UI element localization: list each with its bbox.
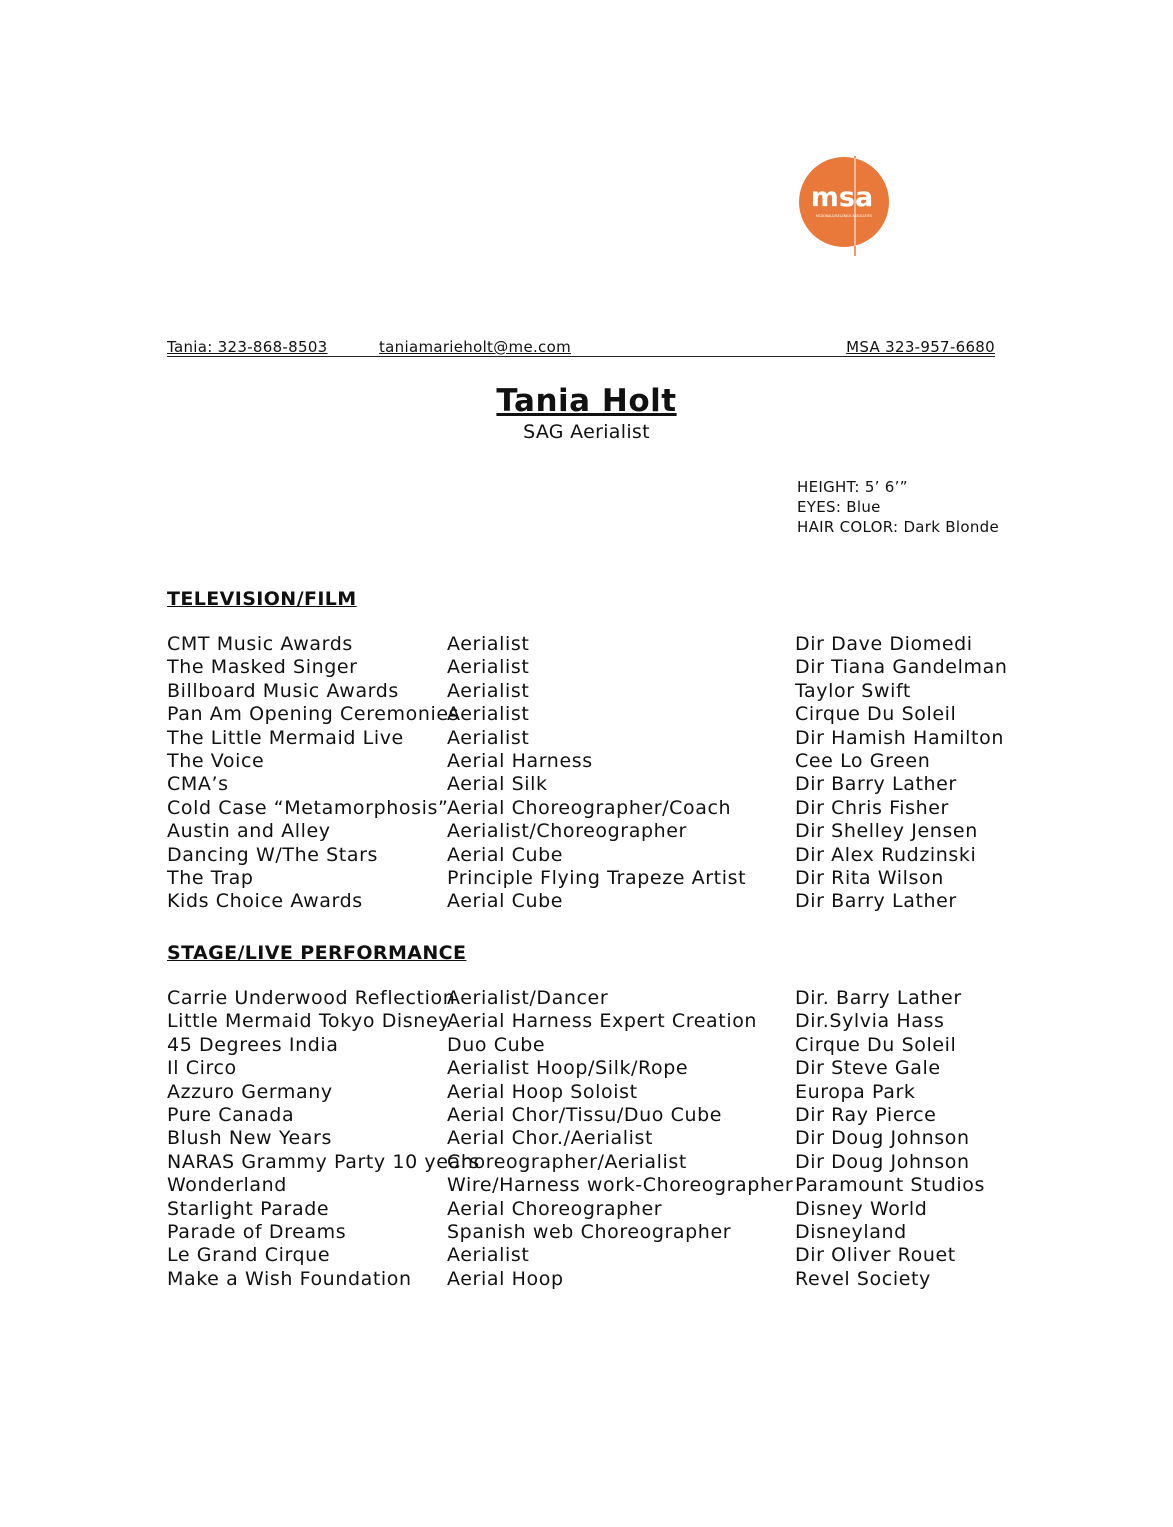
credit-title: Wonderland (167, 1174, 287, 1197)
credit-row (167, 1174, 1007, 1197)
credit-role: Aerial Cube (447, 843, 564, 866)
credit-row (167, 727, 1007, 750)
credit-role: Aerial Harness Expert Creation (447, 1010, 758, 1033)
credit-row (167, 1221, 1007, 1244)
credit-role: Aerialist (447, 726, 530, 749)
stat-eyes: EYES: Blue (797, 498, 881, 516)
credit-director: Dir Barry Lather (795, 773, 957, 796)
credit-row (167, 1057, 1007, 1080)
credit-row (167, 1081, 1007, 1104)
credit-director: Dir Hamish Hamilton (795, 726, 1004, 749)
credit-role: Aerialist (447, 679, 530, 702)
credit-row (167, 987, 1007, 1010)
credit-row (167, 1010, 1007, 1033)
credit-director: Revel Society (795, 1267, 931, 1290)
contact-email[interactable]: taniamarieholt@me.com (379, 338, 571, 356)
credit-row (167, 844, 1007, 867)
credit-director: Disneyland (795, 1220, 907, 1243)
credit-title: Dancing W/The Stars (167, 843, 379, 866)
credit-title: The Voice (167, 749, 265, 772)
credit-role: Aerialist (447, 656, 530, 679)
credit-director: Dir. Barry Lather (795, 987, 962, 1009)
credit-director: Europa Park (795, 1080, 916, 1103)
credit-director: Disney World (795, 1197, 928, 1220)
section-heading-stage: STAGE/LIVE PERFORMANCE (167, 942, 467, 964)
credits-list-television-film (167, 633, 1007, 914)
credit-director: Dir Ray Pierce (795, 1103, 937, 1126)
credit-title: Azzuro Germany (167, 1080, 333, 1103)
credit-row (167, 797, 1007, 820)
credit-row (167, 750, 1007, 773)
credit-title: The Little Mermaid Live (167, 726, 404, 749)
credit-title: Pan Am Opening Ceremonies (167, 703, 460, 726)
stat-height: HEIGHT: 5’ 6’” (797, 478, 908, 496)
credit-title: The Trap (167, 866, 254, 889)
credit-title: Le Grand Cirque (167, 1244, 331, 1267)
credit-director: Dir Dave Diomedi (795, 633, 973, 655)
credit-role: Principle Flying Trapeze Artist (447, 866, 747, 889)
credit-title: NARAS Grammy Party 10 years (167, 1150, 480, 1173)
credit-director: Dir Rita Wilson (795, 866, 944, 889)
physical-stats (797, 477, 999, 537)
credit-title: CMT Music Awards (167, 633, 353, 655)
credit-role: Aerialist (447, 1244, 530, 1267)
credit-role: Spanish web Choreographer (447, 1220, 732, 1243)
credit-director: Dir Tiana Gandelman (795, 656, 1008, 679)
contact-bar (167, 338, 995, 357)
credit-role: Aerial Cube (447, 890, 564, 913)
credit-role: Aerial Choreographer (447, 1197, 663, 1220)
credit-role: Aerial Harness (447, 749, 593, 772)
credits-list-stage (167, 987, 1007, 1291)
credit-director: Paramount Studios (795, 1174, 986, 1197)
credit-director: Dir Alex Rudzinski (795, 843, 977, 866)
credit-role: Aerial Silk (447, 773, 548, 796)
credit-director: Dir Doug Johnson (795, 1127, 970, 1150)
credit-director: Dir Oliver Rouet (795, 1244, 956, 1267)
credit-title: Make a Wish Foundation (167, 1267, 412, 1290)
credit-director: Dir.Sylvia Hass (795, 1010, 945, 1033)
credit-director: Dir Steve Gale (795, 1057, 941, 1080)
logo-wordmark: msa (810, 182, 874, 213)
credit-title: Billboard Music Awards (167, 679, 399, 702)
credit-director: Dir Doug Johnson (795, 1150, 970, 1173)
credit-row (167, 1034, 1007, 1057)
credit-title: CMA’s (167, 773, 229, 796)
credit-director: Cee Lo Green (795, 749, 931, 772)
credit-role: Wire/Harness work-Choreographer (447, 1174, 794, 1197)
contact-phone: Tania: 323-868-8503 (167, 338, 328, 356)
credit-role: Aerialist (447, 633, 530, 655)
performer-union: SAG Aerialist (523, 421, 650, 443)
credit-role: Aerialist (447, 703, 530, 726)
credit-title: Pure Canada (167, 1103, 295, 1126)
credit-title: Cold Case “Metamorphosis” (167, 796, 449, 819)
credit-title: The Masked Singer (167, 656, 358, 679)
credit-row (167, 1268, 1007, 1291)
agency-logo (798, 156, 890, 248)
credit-title: 45 Degrees India (167, 1033, 339, 1056)
credit-role: Aerialist/Dancer (447, 987, 609, 1009)
credit-title: Austin and Alley (167, 820, 331, 843)
contact-agency-phone: MSA 323-957-6680 (846, 338, 995, 356)
credit-row (167, 867, 1007, 890)
agency-logo-graphic (798, 156, 890, 258)
credit-row (167, 1104, 1007, 1127)
credit-title: Carrie Underwood Reflection (167, 987, 456, 1009)
credit-title: Il Circo (167, 1057, 237, 1080)
credit-role: Aerial Chor./Aerialist (447, 1127, 654, 1150)
credit-row (167, 820, 1007, 843)
credit-director: Taylor Swift (795, 679, 911, 702)
credit-role: Aerial Hoop Soloist (447, 1080, 638, 1103)
credit-role: Choreographer/Aerialist (447, 1150, 687, 1173)
credit-director: Dir Shelley Jensen (795, 820, 978, 843)
credit-title: Parade of Dreams (167, 1220, 347, 1243)
credit-director: Dir Barry Lather (795, 890, 957, 913)
credit-row (167, 1198, 1007, 1221)
credit-row (167, 656, 1007, 679)
credit-row (167, 1151, 1007, 1174)
credit-director: Cirque Du Soleil (795, 1033, 957, 1056)
credit-role: Duo Cube (447, 1033, 546, 1056)
credit-title: Kids Choice Awards (167, 890, 363, 913)
performer-name: Tania Holt (496, 383, 677, 419)
credit-title: Blush New Years (167, 1127, 332, 1150)
credit-role: Aerialist/Choreographer (447, 820, 687, 843)
stat-hair: HAIR COLOR: Dark Blonde (797, 518, 1000, 536)
section-heading-television-film: TELEVISION/FILM (167, 588, 357, 610)
credit-row (167, 633, 1007, 656)
credit-row (167, 773, 1007, 796)
credit-director: Cirque Du Soleil (795, 703, 957, 726)
credit-row (167, 703, 1007, 726)
credit-row (167, 1244, 1007, 1267)
credit-row (167, 680, 1007, 703)
credit-director: Dir Chris Fisher (795, 796, 949, 819)
credit-role: Aerial Chor/Tissu/Duo Cube (447, 1103, 723, 1126)
logo-subtext: MCDONALD/SELZNICK ASSOCIATES (815, 214, 873, 218)
credit-title: Starlight Parade (167, 1197, 330, 1220)
credit-role: Aerial Hoop (447, 1267, 564, 1290)
credit-row (167, 890, 1007, 913)
credit-row (167, 1127, 1007, 1150)
credit-role: Aerialist Hoop/Silk/Rope (447, 1057, 689, 1080)
credit-role: Aerial Choreographer/Coach (447, 796, 732, 819)
credit-title: Little Mermaid Tokyo Disney (167, 1010, 451, 1033)
